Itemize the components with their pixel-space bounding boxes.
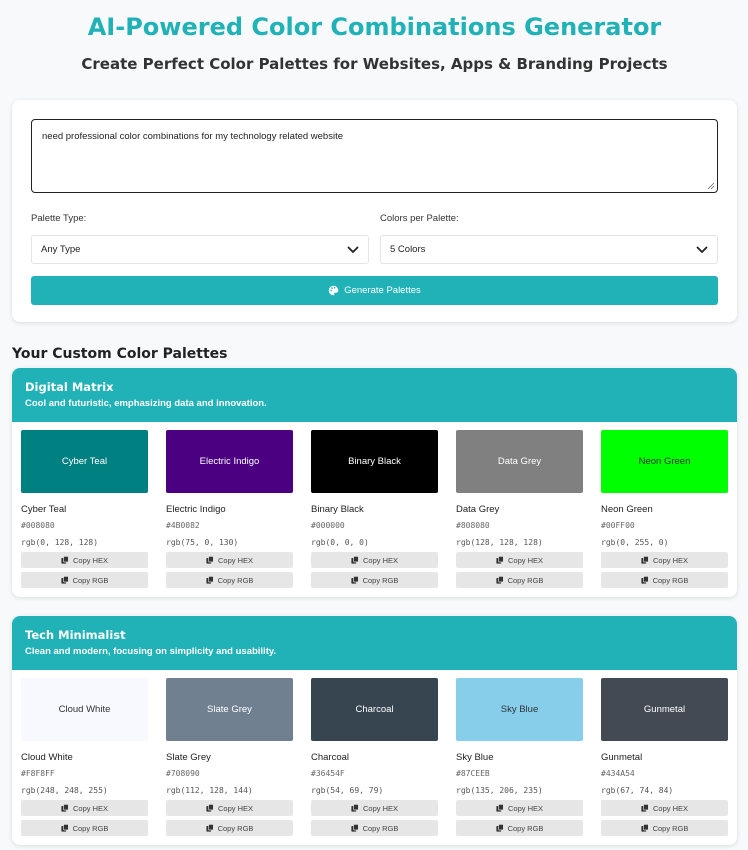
colors-per-palette-select[interactable] — [380, 235, 718, 264]
copy-hex-button[interactable] — [311, 552, 438, 568]
copy-rgb-button[interactable] — [311, 572, 438, 588]
color-hex: #4B0082 — [166, 521, 200, 530]
chevron-down-icon — [696, 246, 708, 254]
copy-hex-button[interactable] — [311, 800, 438, 816]
copy-icon — [641, 556, 649, 564]
color-hex: #36454F — [311, 769, 345, 778]
copy-hex-button[interactable] — [21, 800, 148, 816]
generate-label: Generate Palettes — [344, 285, 421, 296]
generator-form — [12, 100, 737, 322]
color-item — [456, 678, 583, 836]
copy-hex-button[interactable] — [166, 552, 293, 568]
color-hex: #708090 — [166, 769, 200, 778]
color-swatch[interactable] — [456, 430, 583, 493]
palette-header — [12, 616, 737, 670]
swatch-label: Cloud White — [58, 704, 111, 715]
copy-rgb-label: Copy RGB — [362, 823, 399, 833]
swatch-label: Gunmetal — [643, 704, 686, 715]
prompt-textarea[interactable] — [31, 119, 718, 193]
color-swatch[interactable] — [21, 678, 148, 741]
swatch-label: Cyber Teal — [61, 456, 108, 467]
copy-hex-label: Copy HEX — [652, 803, 688, 813]
copy-icon — [351, 824, 359, 832]
color-hex: #F8F8FF — [21, 769, 55, 778]
color-swatch[interactable] — [21, 430, 148, 493]
palette-type-value: Any Type — [41, 244, 81, 255]
color-hex: #00FF00 — [601, 521, 635, 530]
prompt-text: need professional color combinations for my technology related website — [42, 131, 343, 142]
color-hex: #000000 — [311, 521, 345, 530]
copy-icon — [206, 804, 214, 812]
color-hex: #87CEEB — [456, 769, 490, 778]
color-name: Cloud White — [21, 752, 73, 763]
page-subtitle: Create Perfect Color Palettes for Websites, Apps & Branding Projects — [81, 55, 668, 73]
copy-hex-label: Copy HEX — [507, 555, 543, 565]
copy-icon — [61, 824, 69, 832]
color-name: Data Grey — [456, 504, 500, 515]
copy-icon — [496, 804, 504, 812]
copy-hex-label: Copy HEX — [652, 555, 688, 565]
copy-icon — [61, 804, 69, 812]
color-name: Slate Grey — [166, 752, 211, 763]
copy-rgb-label: Copy RGB — [507, 823, 544, 833]
copy-icon — [496, 576, 504, 584]
swatch-label: Neon Green — [638, 456, 691, 467]
copy-rgb-button[interactable] — [21, 820, 148, 836]
copy-rgb-button[interactable] — [601, 572, 728, 588]
copy-rgb-label: Copy RGB — [217, 823, 254, 833]
copy-hex-button[interactable] — [601, 552, 728, 568]
copy-icon — [351, 556, 359, 564]
color-name: Binary Black — [311, 504, 364, 515]
swatch-label: Data Grey — [497, 456, 542, 467]
copy-rgb-label: Copy RGB — [652, 575, 689, 585]
color-swatch[interactable] — [601, 678, 728, 741]
palette-card — [12, 368, 737, 597]
copy-rgb-label: Copy RGB — [362, 575, 399, 585]
color-item — [21, 678, 148, 836]
options-row — [31, 212, 718, 264]
color-item — [166, 678, 293, 836]
swatch-row — [12, 670, 737, 845]
copy-rgb-label: Copy RGB — [72, 823, 109, 833]
color-item — [166, 430, 293, 588]
copy-icon — [641, 576, 649, 584]
swatch-label: Charcoal — [355, 704, 394, 715]
copy-rgb-button[interactable] — [166, 572, 293, 588]
copy-hex-label: Copy HEX — [217, 803, 253, 813]
copy-hex-label: Copy HEX — [362, 803, 398, 813]
color-hex: #008080 — [21, 521, 55, 530]
copy-rgb-button[interactable] — [166, 820, 293, 836]
color-rgb: rgb(135, 206, 235) — [456, 786, 543, 795]
color-name: Charcoal — [311, 752, 350, 763]
copy-hex-label: Copy HEX — [72, 803, 108, 813]
swatch-label: Slate Grey — [207, 704, 252, 715]
copy-hex-button[interactable] — [456, 552, 583, 568]
page-title: AI-Powered Color Combinations Generator — [87, 13, 662, 41]
palette-description: Clean and modern, focusing on simplicity and usability. — [25, 646, 277, 657]
generate-palettes-button[interactable] — [31, 276, 718, 305]
color-swatch[interactable] — [311, 678, 438, 741]
color-rgb: rgb(0, 255, 0) — [601, 538, 669, 547]
color-item — [456, 430, 583, 588]
swatch-row — [12, 422, 737, 597]
copy-hex-label: Copy HEX — [362, 555, 398, 565]
color-rgb: rgb(54, 69, 79) — [311, 786, 384, 795]
palette-type-label: Palette Type: — [31, 213, 87, 224]
palette-name: Digital Matrix — [25, 380, 114, 394]
copy-icon — [206, 576, 214, 584]
copy-icon — [496, 556, 504, 564]
copy-hex-button[interactable] — [456, 800, 583, 816]
palette-type-group — [31, 212, 369, 264]
color-item — [601, 678, 728, 836]
copy-rgb-label: Copy RGB — [217, 575, 254, 585]
copy-hex-label: Copy HEX — [217, 555, 253, 565]
copy-icon — [351, 576, 359, 584]
color-item — [21, 430, 148, 588]
palette-icon — [328, 285, 339, 296]
copy-icon — [61, 556, 69, 564]
copy-icon — [641, 824, 649, 832]
copy-icon — [61, 576, 69, 584]
resize-handle-icon[interactable] — [707, 182, 715, 190]
results-title: Your Custom Color Palettes — [12, 346, 228, 362]
color-rgb: rgb(248, 248, 255) — [21, 786, 108, 795]
color-item — [311, 430, 438, 588]
color-name: Cyber Teal — [21, 504, 67, 515]
copy-hex-button[interactable] — [601, 800, 728, 816]
color-rgb: rgb(112, 128, 144) — [166, 786, 253, 795]
colors-per-palette-group — [380, 212, 718, 264]
colors-per-palette-value: 5 Colors — [390, 244, 426, 255]
color-name: Sky Blue — [456, 752, 494, 763]
copy-icon — [351, 804, 359, 812]
copy-icon — [496, 824, 504, 832]
palette-name: Tech Minimalist — [25, 628, 126, 642]
palette-type-select[interactable] — [31, 235, 369, 264]
swatch-label: Sky Blue — [500, 704, 539, 715]
swatch-label: Electric Indigo — [199, 456, 260, 467]
color-name: Electric Indigo — [166, 504, 226, 515]
color-name: Gunmetal — [601, 752, 643, 763]
color-rgb: rgb(0, 128, 128) — [21, 538, 99, 547]
color-swatch[interactable] — [166, 678, 293, 741]
colors-per-palette-label: Colors per Palette: — [380, 213, 459, 224]
copy-rgb-label: Copy RGB — [652, 823, 689, 833]
copy-rgb-button[interactable] — [456, 820, 583, 836]
copy-icon — [206, 824, 214, 832]
color-rgb: rgb(75, 0, 130) — [166, 538, 239, 547]
copy-hex-button[interactable] — [166, 800, 293, 816]
copy-rgb-button[interactable] — [311, 820, 438, 836]
copy-hex-label: Copy HEX — [507, 803, 543, 813]
chevron-down-icon — [347, 246, 359, 254]
color-item — [601, 430, 728, 588]
color-hex: #808080 — [456, 521, 490, 530]
swatch-label: Binary Black — [348, 456, 401, 467]
copy-rgb-label: Copy RGB — [507, 575, 544, 585]
copy-hex-label: Copy HEX — [72, 555, 108, 565]
color-rgb: rgb(0, 0, 0) — [311, 538, 369, 547]
copy-rgb-button[interactable] — [456, 572, 583, 588]
palettes-list — [12, 368, 737, 845]
color-swatch[interactable] — [601, 430, 728, 493]
copy-rgb-button[interactable] — [21, 572, 148, 588]
palette-card — [12, 616, 737, 845]
palette-header — [12, 368, 737, 422]
copy-hex-button[interactable] — [21, 552, 148, 568]
color-swatch[interactable] — [311, 430, 438, 493]
color-rgb: rgb(128, 128, 128) — [456, 538, 543, 547]
color-rgb: rgb(67, 74, 84) — [601, 786, 674, 795]
color-name: Neon Green — [601, 504, 653, 515]
color-hex: #434A54 — [601, 769, 635, 778]
color-item — [311, 678, 438, 836]
color-swatch[interactable] — [166, 430, 293, 493]
copy-rgb-label: Copy RGB — [72, 575, 109, 585]
copy-icon — [206, 556, 214, 564]
palette-description: Cool and futuristic, emphasizing data and innovation. — [25, 398, 267, 409]
copy-rgb-button[interactable] — [601, 820, 728, 836]
copy-icon — [641, 804, 649, 812]
color-swatch[interactable] — [456, 678, 583, 741]
